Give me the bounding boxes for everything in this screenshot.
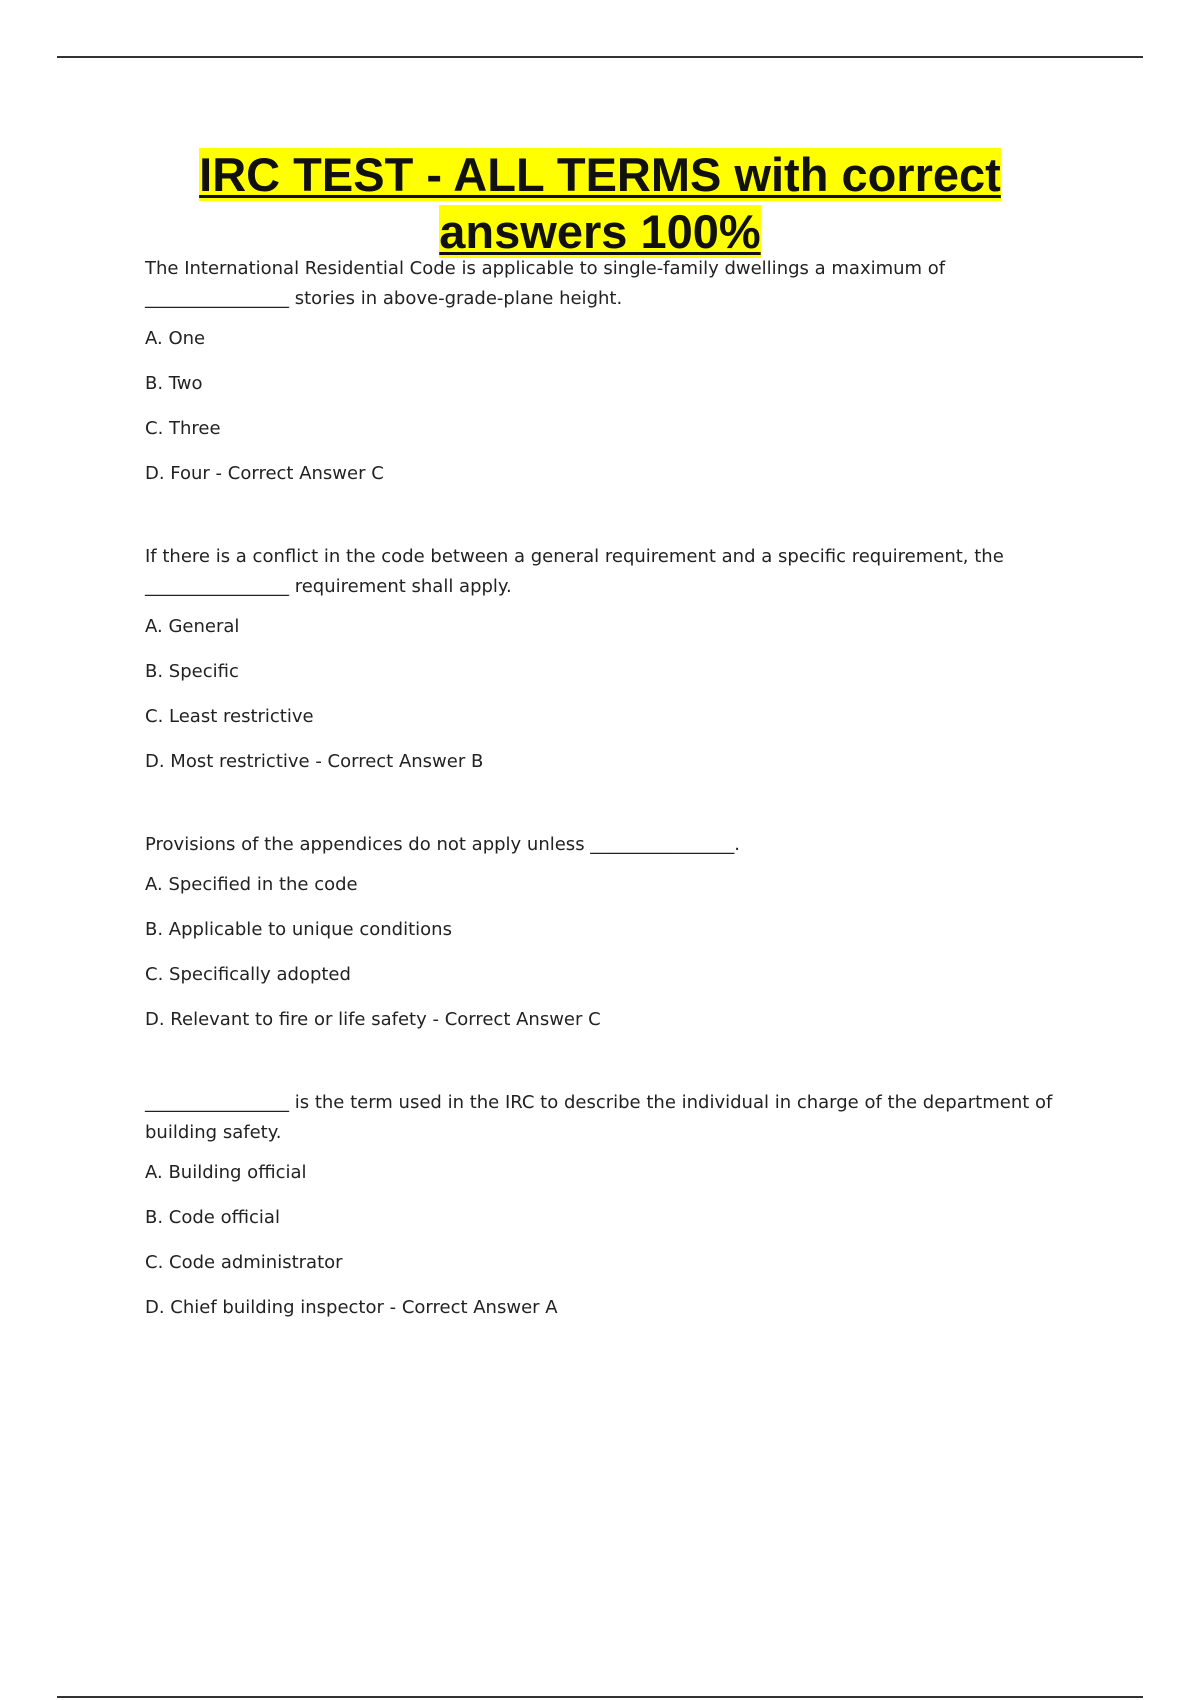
- answer-option-correct: D. Four - Correct Answer C: [145, 463, 384, 484]
- question-stem: [145, 542, 1075, 602]
- answer-option: B. Applicable to unique conditions: [145, 919, 452, 940]
- document-title: [0, 146, 1200, 260]
- question-stem-line: If there is a conflict in the code between a general requirement and a specific requirement, the: [145, 546, 1004, 567]
- question-stem-line: ________________ requirement shall apply.: [145, 576, 512, 597]
- question-block: [145, 830, 1075, 1033]
- answer-option: A. Building official: [145, 1162, 307, 1183]
- answer-option: A. One: [145, 328, 206, 349]
- answer-option-correct: D. Chief building inspector - Correct Answer A: [145, 1297, 558, 1318]
- question-stem: [145, 254, 1075, 314]
- answer-option-correct: D. Relevant to fire or life safety - Correct Answer C: [145, 1009, 601, 1030]
- question-stem-line: building safety.: [145, 1122, 282, 1143]
- question-stem-line: The International Residential Code is applicable to single-family dwellings a maximum of: [145, 258, 946, 279]
- answer-option: C. Code administrator: [145, 1252, 343, 1273]
- answer-option: A. General: [145, 616, 240, 637]
- title-line-1: IRC TEST - ALL TERMS with correct: [199, 148, 1001, 201]
- answer-option: C. Least restrictive: [145, 706, 314, 727]
- answer-option: C. Three: [145, 418, 221, 439]
- answer-option: A. Specified in the code: [145, 874, 358, 895]
- title-line-2: answers 100%: [439, 205, 761, 258]
- question-list: [145, 254, 1075, 1340]
- question-block: [145, 254, 1075, 487]
- question-stem-line: ________________ stories in above-grade-plane height.: [145, 288, 623, 309]
- answer-option: B. Code official: [145, 1207, 280, 1228]
- top-rule: [57, 56, 1143, 58]
- bottom-rule: [57, 1696, 1143, 1698]
- question-block: [145, 542, 1075, 775]
- answer-option: C. Specifically adopted: [145, 964, 351, 985]
- answer-option: B. Two: [145, 373, 203, 394]
- question-stem-line: ________________ is the term used in the IRC to describe the individual in charge of the department of: [145, 1092, 1053, 1113]
- question-stem: [145, 1088, 1075, 1148]
- question-block: [145, 1088, 1075, 1321]
- answer-option-correct: D. Most restrictive - Correct Answer B: [145, 751, 484, 772]
- answer-option: B. Specific: [145, 661, 239, 682]
- question-stem-line: Provisions of the appendices do not apply unless ________________.: [145, 834, 741, 855]
- question-stem: [145, 830, 1075, 860]
